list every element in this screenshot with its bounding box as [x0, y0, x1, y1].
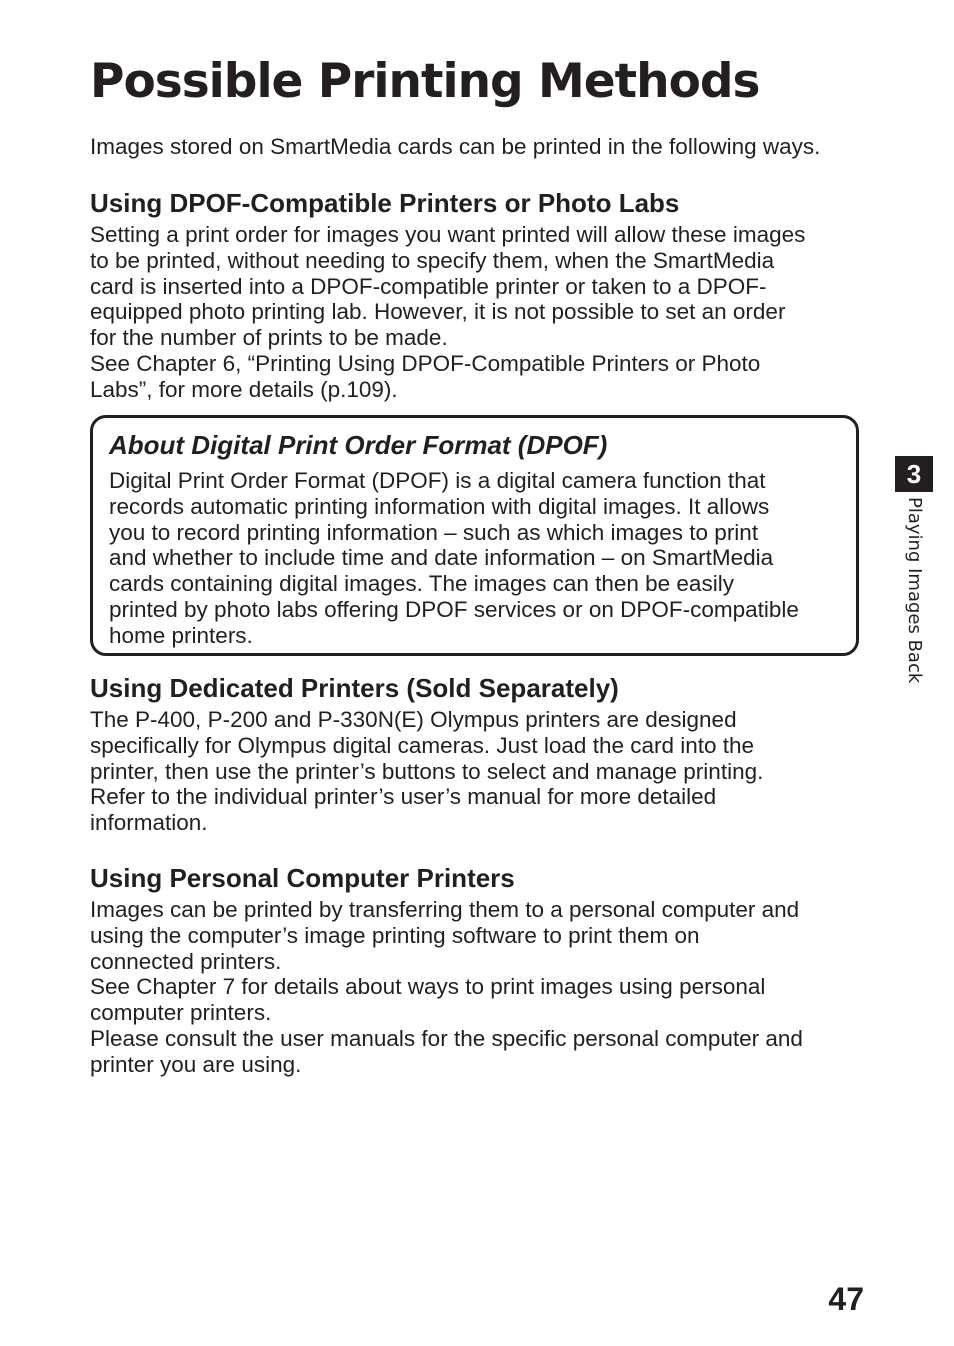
section-heading-pc-printers: Using Personal Computer Printers [90, 863, 515, 893]
section-heading-dedicated-printers: Using Dedicated Printers (Sold Separately) [90, 673, 619, 703]
body-line: printer you are using. [90, 1051, 302, 1077]
body-line: connected printers. [90, 948, 282, 974]
chapter-label: Playing Images Back [904, 497, 925, 684]
body-line: printer, then use the printer’s buttons to select and manage printing. [90, 758, 764, 784]
body-line: Labs”, for more details (p.109). [90, 376, 398, 402]
dpof-info-box [90, 415, 859, 656]
section-body-dedicated-printers [90, 707, 763, 836]
body-line: computer printers. [90, 1000, 272, 1026]
body-line: See Chapter 6, “Printing Using DPOF-Compatible Printers or Photo [90, 350, 761, 376]
body-line: Refer to the individual printer’s user’s manual for more detailed [90, 784, 717, 810]
box-line: cards containing digital images. The images can then be easily [109, 571, 734, 597]
box-line: records automatic printing information with digital images. It allows [109, 493, 770, 519]
box-line: and whether to include time and date information – on SmartMedia [109, 545, 774, 571]
box-line: you to record printing information – such as which images to print [109, 519, 759, 545]
body-line: See Chapter 7 for details about ways to print images using personal [90, 974, 766, 1000]
page-title: Possible Printing Methods [90, 54, 760, 109]
page-number: 47 [828, 1281, 864, 1317]
section-heading-dpof-printers: Using DPOF-Compatible Printers or Photo Labs [90, 188, 680, 218]
box-line: printed by photo labs offering DPOF services or on DPOF-compatible [109, 596, 799, 622]
body-line: The P-400, P-200 and P-330N(E) Olympus printers are designed [90, 707, 737, 732]
body-line: specifically for Olympus digital cameras. Just load the card into the [90, 732, 755, 758]
section-body-dpof-printers [90, 222, 805, 403]
body-line: Setting a print order for images you want printed will allow these images [90, 222, 806, 247]
dpof-box-body [109, 468, 799, 649]
body-line: information. [90, 810, 208, 836]
box-line: Digital Print Order Format (DPOF) is a digital camera function that [109, 468, 766, 493]
body-line: Images can be printed by transferring them to a personal computer and [90, 897, 800, 922]
body-line: Please consult the user manuals for the specific personal computer and [90, 1025, 803, 1051]
intro-text: Images stored on SmartMedia cards can be printed in the following ways. [90, 134, 821, 159]
section-body-pc-printers [90, 897, 803, 1078]
body-line: using the computer’s image printing software to print them on [90, 922, 700, 948]
chapter-number-tab: 3 [895, 456, 933, 492]
body-line: equipped photo printing lab. However, it is not possible to set an order [90, 299, 786, 325]
dpof-box-heading: About Digital Print Order Format (DPOF) [109, 430, 608, 460]
box-line: home printers. [109, 622, 253, 648]
body-line: card is inserted into a DPOF-compatible printer or taken to a DPOF- [90, 273, 767, 299]
body-line: for the number of prints to be made. [90, 325, 448, 351]
body-line: to be printed, without needing to specify them, when the SmartMedia [90, 247, 775, 273]
